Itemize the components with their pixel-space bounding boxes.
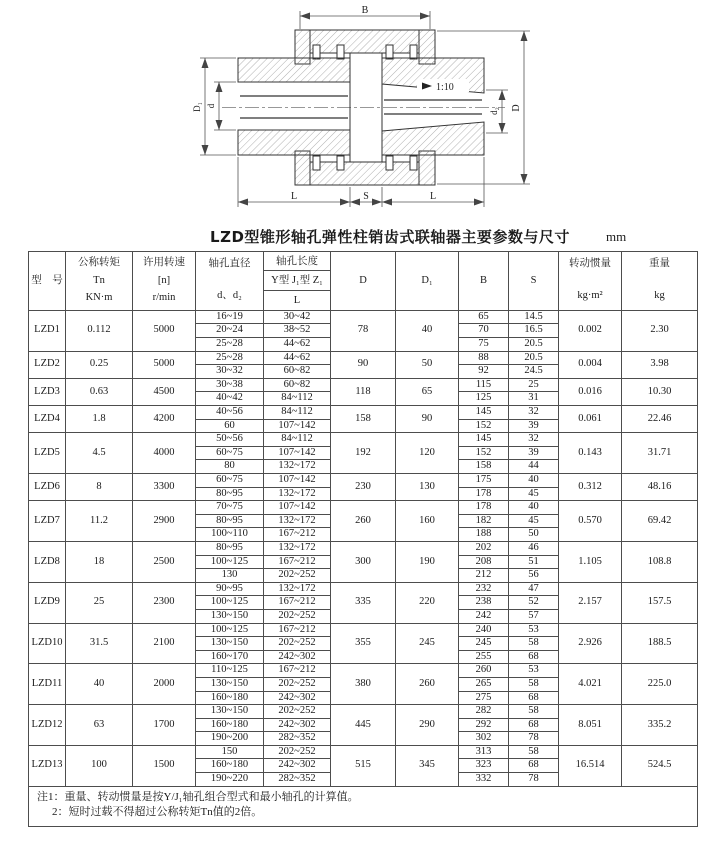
cell-bore-diameter: 100~110	[196, 528, 264, 542]
table-row	[29, 541, 698, 555]
cell-weight: 225.0	[622, 664, 698, 705]
table-row	[29, 433, 698, 447]
cell-S: 68	[509, 691, 559, 705]
cell-D1: 260	[396, 664, 459, 705]
cell-inertia: 4.021	[559, 664, 622, 705]
cell-model: LZD10	[29, 623, 66, 664]
cell-bore-diameter: 190~220	[196, 773, 264, 787]
cell-bore-length: 167~212	[264, 555, 331, 569]
cell-S: 46	[509, 541, 559, 555]
page-title: LZD型锥形轴孔弹性柱销齿式联轴器主要参数与尺寸	[210, 228, 570, 246]
cell-B: 232	[459, 582, 509, 596]
table-row	[29, 406, 698, 420]
table-row	[29, 310, 698, 324]
cell-bore-length: 202~252	[264, 705, 331, 719]
cell-inertia: 1.105	[559, 541, 622, 582]
cell-S: 32	[509, 433, 559, 447]
left-hub	[238, 58, 350, 155]
cell-bore-length: 242~302	[264, 650, 331, 664]
cell-weight: 31.71	[622, 433, 698, 474]
cell-weight: 10.30	[622, 378, 698, 405]
cell-inertia: 2.157	[559, 582, 622, 623]
cell-inertia: 0.570	[559, 501, 622, 542]
technical-drawing	[0, 0, 725, 230]
cell-bore-length: 282~352	[264, 773, 331, 787]
cell-B: 313	[459, 745, 509, 759]
cell-D1: 40	[396, 310, 459, 351]
cell-S: 24.5	[509, 365, 559, 379]
col-header-model: 型 号	[29, 252, 66, 311]
cell-bore-length: 202~252	[264, 569, 331, 583]
cell-bore-diameter: 40~42	[196, 392, 264, 406]
cell-model: LZD5	[29, 433, 66, 474]
cell-bore-diameter: 90~95	[196, 582, 264, 596]
cell-bore-length: 167~212	[264, 623, 331, 637]
cell-S: 78	[509, 732, 559, 746]
table-row	[29, 745, 698, 759]
cell-torque: 8	[66, 474, 133, 501]
cell-bore-length: 44~62	[264, 351, 331, 365]
cell-B: 332	[459, 773, 509, 787]
unit-label: mm	[606, 229, 627, 244]
cell-speed: 2300	[133, 582, 196, 623]
cell-bore-length: 202~252	[264, 745, 331, 759]
cell-bore-length: 132~172	[264, 582, 331, 596]
cell-D1: 345	[396, 745, 459, 786]
cell-speed: 5000	[133, 310, 196, 351]
col-header-inertia: 转动惯量 kg·m²	[559, 252, 622, 311]
cell-speed: 4200	[133, 406, 196, 433]
cell-bore-diameter: 130	[196, 569, 264, 583]
cell-bore-diameter: 80~95	[196, 541, 264, 555]
cell-S: 52	[509, 596, 559, 610]
cell-B: 88	[459, 351, 509, 365]
cell-bore-diameter: 100~125	[196, 555, 264, 569]
cell-D1: 160	[396, 501, 459, 542]
cell-D1: 65	[396, 378, 459, 405]
col-header-S: S	[509, 252, 559, 311]
cell-B: 92	[459, 365, 509, 379]
cell-B: 260	[459, 664, 509, 678]
dim-label-B: B	[361, 5, 369, 16]
cell-D: 78	[331, 310, 396, 351]
cell-weight: 188.5	[622, 623, 698, 664]
cell-bore-length: 107~142	[264, 501, 331, 515]
cell-B: 240	[459, 623, 509, 637]
cell-torque: 18	[66, 541, 133, 582]
cell-model: LZD4	[29, 406, 66, 433]
cell-bore-length: 242~302	[264, 759, 331, 773]
cell-model: LZD11	[29, 664, 66, 705]
cell-bore-diameter: 100~125	[196, 623, 264, 637]
cell-bore-length: 132~172	[264, 460, 331, 474]
cell-B: 125	[459, 392, 509, 406]
cell-B: 65	[459, 310, 509, 324]
cell-bore-diameter: 150	[196, 745, 264, 759]
cell-S: 16.5	[509, 324, 559, 338]
cell-B: 158	[459, 460, 509, 474]
cell-S: 40	[509, 501, 559, 515]
cell-bore-length: 132~172	[264, 514, 331, 528]
cell-D1: 245	[396, 623, 459, 664]
cell-B: 115	[459, 378, 509, 392]
cell-torque: 0.63	[66, 378, 133, 405]
cell-S: 50	[509, 528, 559, 542]
cell-S: 56	[509, 569, 559, 583]
cell-speed: 2100	[133, 623, 196, 664]
cell-weight: 22.46	[622, 406, 698, 433]
cell-bore-diameter: 80	[196, 460, 264, 474]
cell-D: 118	[331, 378, 396, 405]
cell-S: 40	[509, 474, 559, 488]
cell-torque: 0.25	[66, 351, 133, 378]
cell-weight: 108.8	[622, 541, 698, 582]
cell-bore-diameter: 30~38	[196, 378, 264, 392]
cell-bore-diameter: 160~180	[196, 691, 264, 705]
table-row	[29, 351, 698, 365]
cell-D: 90	[331, 351, 396, 378]
cell-bore-diameter: 25~28	[196, 338, 264, 352]
header-row	[29, 252, 698, 311]
dim-label-D1: D₁	[192, 102, 202, 112]
cell-D: 260	[331, 501, 396, 542]
cell-B: 282	[459, 705, 509, 719]
cell-S: 32	[509, 406, 559, 420]
cell-speed: 5000	[133, 351, 196, 378]
cell-D1: 90	[396, 406, 459, 433]
cell-inertia: 0.312	[559, 474, 622, 501]
cell-weight: 48.16	[622, 474, 698, 501]
cell-weight: 2.30	[622, 310, 698, 351]
cell-bore-diameter: 80~95	[196, 514, 264, 528]
col-header-D: D	[331, 252, 396, 311]
cell-B: 178	[459, 501, 509, 515]
table-row	[29, 378, 698, 392]
cell-S: 39	[509, 446, 559, 460]
note-2: 2：短时过载不得超过公称转矩Tn值的2倍。	[52, 806, 263, 819]
cell-S: 51	[509, 555, 559, 569]
cell-bore-length: 60~82	[264, 365, 331, 379]
cell-model: LZD2	[29, 351, 66, 378]
cell-S: 57	[509, 609, 559, 623]
cell-inertia: 0.002	[559, 310, 622, 351]
cell-speed: 2900	[133, 501, 196, 542]
cell-model: LZD13	[29, 745, 66, 786]
dim-label-D: D	[511, 104, 522, 112]
cell-bore-length: 282~352	[264, 732, 331, 746]
cell-model: LZD9	[29, 582, 66, 623]
cell-bore-diameter: 60	[196, 419, 264, 433]
cell-S: 58	[509, 745, 559, 759]
table-row	[29, 705, 698, 719]
cell-bore-diameter: 160~180	[196, 718, 264, 732]
cell-inertia: 2.926	[559, 623, 622, 664]
cell-D: 158	[331, 406, 396, 433]
cell-D: 192	[331, 433, 396, 474]
cell-bore-length: 167~212	[264, 528, 331, 542]
col-header-speed: 许用转速 [n] r/min	[133, 252, 196, 311]
cell-weight: 524.5	[622, 745, 698, 786]
cell-weight: 3.98	[622, 351, 698, 378]
cell-bore-length: 202~252	[264, 609, 331, 623]
cell-D: 380	[331, 664, 396, 705]
cell-speed: 4500	[133, 378, 196, 405]
cell-inertia: 16.514	[559, 745, 622, 786]
cell-torque: 0.112	[66, 310, 133, 351]
cell-B: 242	[459, 609, 509, 623]
cell-bore-length: 84~112	[264, 406, 331, 420]
cell-bore-diameter: 160~170	[196, 650, 264, 664]
cell-torque: 40	[66, 664, 133, 705]
cell-S: 25	[509, 378, 559, 392]
col-header-bore-length: 轴孔长度 Y型 J₁型 Z₁ L	[264, 252, 331, 311]
cell-B: 323	[459, 759, 509, 773]
cell-D: 515	[331, 745, 396, 786]
cell-S: 20.5	[509, 351, 559, 365]
cell-B: 188	[459, 528, 509, 542]
cell-torque: 100	[66, 745, 133, 786]
cell-B: 202	[459, 541, 509, 555]
cell-B: 275	[459, 691, 509, 705]
cell-B: 245	[459, 637, 509, 651]
cell-bore-length: 202~252	[264, 637, 331, 651]
cell-S: 78	[509, 773, 559, 787]
cell-S: 39	[509, 419, 559, 433]
col-header-weight: 重量 kg	[622, 252, 698, 311]
cell-bore-diameter: 190~200	[196, 732, 264, 746]
cell-S: 58	[509, 637, 559, 651]
cell-bore-length: 167~212	[264, 664, 331, 678]
cell-B: 208	[459, 555, 509, 569]
cell-bore-diameter: 50~56	[196, 433, 264, 447]
cell-bore-length: 167~212	[264, 596, 331, 610]
dim-label-d2: d₂	[489, 107, 499, 115]
cell-bore-diameter: 130~150	[196, 705, 264, 719]
table-row	[29, 623, 698, 637]
cell-torque: 63	[66, 705, 133, 746]
cell-bore-length: 242~302	[264, 691, 331, 705]
dim-label-L-right: L	[429, 191, 437, 202]
cell-B: 175	[459, 474, 509, 488]
cell-B: 302	[459, 732, 509, 746]
cell-inertia: 0.016	[559, 378, 622, 405]
cell-bore-diameter: 80~95	[196, 487, 264, 501]
cell-bore-length: 242~302	[264, 718, 331, 732]
cell-D: 300	[331, 541, 396, 582]
cell-torque: 31.5	[66, 623, 133, 664]
dim-label-L-left: L	[290, 191, 298, 202]
col-header-bore-diameter: 轴孔直径 d、d₂	[196, 252, 264, 311]
cell-bore-diameter: 130~150	[196, 677, 264, 691]
cell-bore-length: 60~82	[264, 378, 331, 392]
cell-weight: 69.42	[622, 501, 698, 542]
cell-bore-diameter: 70~75	[196, 501, 264, 515]
col-header-B: B	[459, 252, 509, 311]
cell-weight: 335.2	[622, 705, 698, 746]
cell-bore-diameter: 130~150	[196, 637, 264, 651]
cell-torque: 1.8	[66, 406, 133, 433]
cell-D1: 190	[396, 541, 459, 582]
cell-S: 31	[509, 392, 559, 406]
cell-B: 145	[459, 433, 509, 447]
cell-S: 44	[509, 460, 559, 474]
cell-inertia: 0.061	[559, 406, 622, 433]
cell-bore-diameter: 40~56	[196, 406, 264, 420]
cell-bore-length: 202~252	[264, 677, 331, 691]
cell-inertia: 0.004	[559, 351, 622, 378]
cell-bore-length: 107~142	[264, 419, 331, 433]
cell-D: 445	[331, 705, 396, 746]
cell-D1: 220	[396, 582, 459, 623]
cell-D: 230	[331, 474, 396, 501]
cell-bore-diameter: 25~28	[196, 351, 264, 365]
cell-B: 178	[459, 487, 509, 501]
cell-bore-length: 44~62	[264, 338, 331, 352]
dim-label-d: d	[206, 103, 216, 109]
notes-cell	[29, 786, 698, 826]
cell-D1: 130	[396, 474, 459, 501]
cell-model: LZD1	[29, 310, 66, 351]
cell-S: 53	[509, 664, 559, 678]
cell-speed: 1700	[133, 705, 196, 746]
cell-model: LZD7	[29, 501, 66, 542]
table-row	[29, 501, 698, 515]
cell-B: 70	[459, 324, 509, 338]
cell-model: LZD8	[29, 541, 66, 582]
cell-model: LZD6	[29, 474, 66, 501]
cell-bore-length: 132~172	[264, 487, 331, 501]
cell-B: 292	[459, 718, 509, 732]
table-row	[29, 474, 698, 488]
cell-bore-diameter: 160~180	[196, 759, 264, 773]
cell-S: 14.5	[509, 310, 559, 324]
taper-annotation	[417, 79, 469, 93]
cell-bore-length: 38~52	[264, 324, 331, 338]
table-row	[29, 582, 698, 596]
cell-speed: 2000	[133, 664, 196, 705]
cell-speed: 2500	[133, 541, 196, 582]
cell-S: 68	[509, 650, 559, 664]
cell-bore-diameter: 60~75	[196, 474, 264, 488]
cell-speed: 3300	[133, 474, 196, 501]
cell-B: 182	[459, 514, 509, 528]
title-row	[0, 226, 725, 247]
cell-B: 75	[459, 338, 509, 352]
right-hub	[382, 58, 484, 155]
cell-bore-length: 30~42	[264, 310, 331, 324]
cell-D1: 120	[396, 433, 459, 474]
notes-row	[29, 786, 698, 826]
cell-D: 335	[331, 582, 396, 623]
cell-bore-length: 132~172	[264, 541, 331, 555]
cell-S: 68	[509, 718, 559, 732]
cell-D1: 290	[396, 705, 459, 746]
cell-bore-diameter: 110~125	[196, 664, 264, 678]
cell-B: 152	[459, 419, 509, 433]
table-body	[29, 310, 698, 786]
cell-S: 45	[509, 487, 559, 501]
cell-bore-diameter: 16~19	[196, 310, 264, 324]
cell-torque: 11.2	[66, 501, 133, 542]
cell-bore-length: 107~142	[264, 474, 331, 488]
cell-speed: 1500	[133, 745, 196, 786]
cell-S: 20.5	[509, 338, 559, 352]
cell-B: 255	[459, 650, 509, 664]
cell-inertia: 8.051	[559, 705, 622, 746]
cell-bore-diameter: 100~125	[196, 596, 264, 610]
parameters-table	[28, 251, 698, 827]
cell-bore-diameter: 130~150	[196, 609, 264, 623]
cell-S: 45	[509, 514, 559, 528]
cell-speed: 4000	[133, 433, 196, 474]
cell-bore-diameter: 30~32	[196, 365, 264, 379]
cell-model: LZD3	[29, 378, 66, 405]
cell-S: 58	[509, 705, 559, 719]
note-1: 注1：重量、转动惯量是按Y/J₁轴孔组合型式和最小轴孔的计算值。	[37, 790, 359, 803]
cell-S: 58	[509, 677, 559, 691]
cell-bore-diameter: 60~75	[196, 446, 264, 460]
cell-weight: 157.5	[622, 582, 698, 623]
cell-S: 47	[509, 582, 559, 596]
cell-bore-diameter: 20~24	[196, 324, 264, 338]
col-header-D1: D₁	[396, 252, 459, 311]
cell-model: LZD12	[29, 705, 66, 746]
cell-B: 212	[459, 569, 509, 583]
table-row	[29, 664, 698, 678]
cell-bore-length: 84~112	[264, 433, 331, 447]
cell-D: 355	[331, 623, 396, 664]
cell-B: 265	[459, 677, 509, 691]
cell-B: 152	[459, 446, 509, 460]
cell-S: 68	[509, 759, 559, 773]
cell-bore-length: 107~142	[264, 446, 331, 460]
cell-torque: 25	[66, 582, 133, 623]
cell-S: 53	[509, 623, 559, 637]
cell-inertia: 0.143	[559, 433, 622, 474]
dim-label-S: S	[363, 191, 369, 202]
cell-B: 238	[459, 596, 509, 610]
taper-label: 1:10	[436, 82, 454, 93]
col-header-torque: 公称转矩 Tn KN·m	[66, 252, 133, 311]
cell-torque: 4.5	[66, 433, 133, 474]
cell-D1: 50	[396, 351, 459, 378]
cell-bore-length: 84~112	[264, 392, 331, 406]
cell-B: 145	[459, 406, 509, 420]
